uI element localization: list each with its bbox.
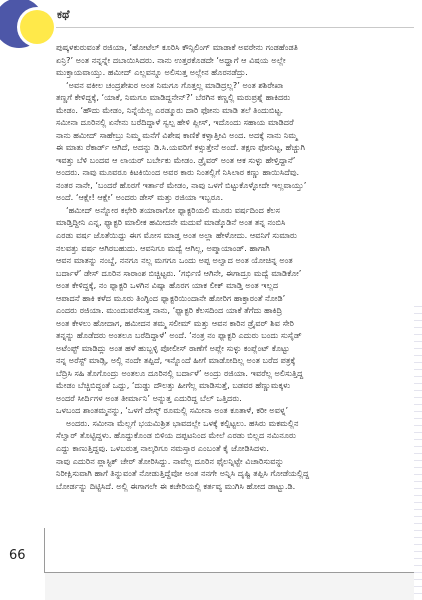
- body-text-line: ಆಪಾದನೆ ಹಾಕಿ ಕಳೆದ ಮೂರು ತಿಂಗ್ಳಿಂದ ಫ್ಯಾಕ್ಟರಿಯಿಂದಾನೇ ಹೋರಿಗ ಹಾಕ್ತಾರಂತೆ ನೋಡಿ’: [56, 292, 286, 303]
- body-text-line: ಸಮೀನಾ ದೂರಿನಲ್ಲಿ ಏನೇನು ಬರೆದಿದ್ದಾಳೆ ಸ್ವಲ್ಪ ಹೇಳಿ ಪ್ಲೀಸ್, ಇದೊಂದು ಸಹಾಯ ಮಾಡಿದರೆ: [56, 117, 294, 128]
- body-text-line: ಅಟೆಂಪ್ಟ್ ಮಾಡಿದ್ಲು ಅಂತ ಹಳೆ ಹುಬ್ಬಳ್ಳಿ ಪೋಲೀಸ್ ಠಾಣೆಗೆ ಅಪ್ಲೇ ಸುಳ್ಳು ಕಂಪ್ಲೆಂಟ್ ಕೊಟ್ಟು: [56, 342, 290, 353]
- section-tag: ಕಥೆ: [57, 8, 70, 21]
- body-text-line: ಅಂದೆ. ‘ಆಕ್ಷೇ! ಆಕ್ಷೇ’ ಅಂದರು ಡೇಸ್ ಮತ್ತು ರಜಿಯಾ ಇಬ್ಬರೂ.: [56, 192, 224, 203]
- body-text-line: ಅಂದರೆ ಸೀರ್ದಿಗಳ ಅಂತ ತೀರ್ಮಾನಿ’ ಅನ್ನುತ್ತ ಎದುರಿದ್ದ ಬೆಲ್ ಒತ್ತಿದರು.: [56, 392, 242, 403]
- body-text-line: ತನ್ನನ್ನು ಹೊಡೆದರು ಅಂತಲೂ ಬರೆದಿದ್ದಾಳೆ’ ಅಂದೆ. ‘ನಂತ್ರ ನಂ ಫ್ಯಾಕ್ಟರಿ ಎದುರು ಬಂದು ಸುಸೈಡ್: [56, 330, 302, 341]
- body-text-line: ಬೆದ್ರಿಸಿ ಸಹಿ ತೊಗೊಂದ್ರು ಅಂತಲೂ ದೂರಿನಲ್ಲಿ ಬರ್ದಾಳೆ’ ಅಂದ್ರು ರಜಿಯಾ. ಇವರೆಲ್ಲ ಅಲಿಸುತ್ತಿದ್ದ: [56, 367, 304, 378]
- body-text-line: ಎಂದರು ರಜಿಯಾ. ಮುಂದುವರೆಸುತ್ತ ನಾನು, ‘ಫ್ಯಾಕ್ಟರಿ ಕೆಲಸದಿಂದ ಯಾಕೆ ತೆಗೆದು ಹಾಕಿದ್ರಿ: [56, 305, 283, 316]
- body-text-line: ತಣ್ಣಗೆ ಕೇಳಿದ್ದಕ್ಕೆ, ‘ಯಾಕೆ, ನಿಮಗೂ ಮಾಡಿದ್ದನೇನ್?’ ಬೆರಗಿನ ಕಣ್ಣಲ್ಲಿ ಮರುಪ್ರಶ್ನೆ ಹಾಕಿದರು: [56, 92, 291, 103]
- body-text-line: ನಿರೀಕ್ಷಿಸುವಾಗಿ ಹಾಗೆ ತಿನ್ನುವಂತೆ ನೋಡುತ್ತಿದ್ದೆವೋ ಅಂತ ನನಗೇ ಅನ್ನಿಸಿ ದೃಷ್ಟಿ ತಪ್ಪಿಸಿ ಗೋಡೆಯಲ್ಲಿದ್ದ: [56, 468, 310, 479]
- header-rule: [56, 27, 414, 28]
- body-text-line: ಅಂತ ಕೇಳಿದ್ದಕ್ಕೆ, ನಂ ಫ್ಯಾಕ್ಟರಿ ಒಳಗಿನ ವಿಷ್ಯಾ ಹೊರಗ ಯಾಕ ಲೀಕ್ ಮಾಡ್ತಿ ಅಂತ ಇಲ್ಲದ: [56, 280, 279, 291]
- footer-band: [45, 573, 422, 600]
- body-text-line: ಅಂದರು. ನಾವು ಮೂವರೂ ಕಿಟಕಿಯಿಂದ ಅವರ ಕಾರು ನಿಂತಲ್ಲಿಗೆ ನಿಸಿಲಾರ ಕಣ್ಣು ಹಾಯಿಸಿದೆವು.: [56, 167, 300, 178]
- body-text-line: ಎರಡು ವರ್ಷ ಜೊತೆಯಿದ್ದು ಈಗ ಮೋಸ ಮಾಡ್ತ ಅಂತ ಅಲ್ಲಾ ಹೇಳೋದು. ಆವನಿಗೆ ಸುಮಾರು: [56, 229, 297, 240]
- body-text-line: ನಾವು ಎದುರಿನ ಪ್ಲಾಸ್ಟಿಕ್ ಚೇರ್ ತೋರಿಸಿದ್ದು. ನಾವೆಲ್ಲ ದೂರಿನ ಫೈಲನ್ನಿಟ್ಟೇ ವಿಚಾರಿಸುವನ್ನು: [56, 455, 284, 466]
- footer-vertical-rule: [44, 528, 45, 573]
- body-text-line: ಬೋರ್ಡನ್ನು ದಿಟ್ಟಿಸಿದೆ. ಅಲ್ಲಿ ಈಗಾಗಲೇ ಈ ಕಚೇರಿಯಲ್ಲಿ ಕರ್ತವ್ಯ ಮುಗಿಸಿ ಹೋದ ಡಾಟ್ಟ್ರು.ಡಿ.: [56, 480, 296, 491]
- body-text-line: ಸೆಲ್ವಾರ್ ತೊಟ್ಟಿದ್ದಳು. ಹೊದ್ದುಕೊಂಡ ಬಿಳಿಯ ದಪ್ಪಟನಿಂದ ಮೇಲೆ ಎರಡು ಬಿಲ್ಲದ ನಮಿನೂರು: [56, 430, 296, 441]
- body-text-line: ನನ್ನ ಅರೆಸ್ಟ್ ಮಾಡ್ಸಿ, ಅಲ್ಲಿ ನಂದೇ ತಪ್ಪಿದೆ, ಇನ್ನೊಂದೆ ಹೀಗೆ ಮಾಡೋದಿಲ್ಲ ಅಂತ ಬರೆದ ಪತ್ರಕ್ಕೆ: [56, 355, 296, 366]
- body-text-line: ನಾನು ಹಮೀದ್ ಸಾಹೇಬ್ರು ನಿಮ್ಮ ಮನೆಗೆ ವಿಶೇಷ ಕಾಣಿಕೆ ಕಳ್ಸಾತ್ತೀವಿ ಅಂದ. ಅದಕ್ಕೆ ನಾನು ನಿಮ್ಮ: [56, 129, 298, 140]
- body-text-line: ಏನ್ರಿ?’ ಅಂತ ನನ್ನನ್ನೇ ದಬಾಯಿಸಿದರು. ನಾನು ಉತ್ತರಕೊಡದೇ ‘ಅದ್ಹಾಗೆ ಆ ವಿಷಯ ಅಲ್ಲೇ: [56, 54, 286, 65]
- body-text-line: ನಂತರ ನಾನೇ, ‘ಬಂದರೆ ಹೊರಗೆ ಇರ್ತಾರೆ ಮೇಡಂ, ನಾವು ಒಳಗೆ ಬಿಟ್ಟುಕೊಳ್ಳೋದೇ ಇಲ್ಲವಾಯ್ತು’: [56, 179, 307, 190]
- body-text-line: ಎದ್ದು ಕಾಣುತ್ತಿದ್ದವು. ಒಳಬರುತ್ತ ನಾಲ್ಕರಿಗೂ ನಮಸ್ತಾರ ಎಂಬಂತೆ ಕೈ ಜೋಡಿಸಿದಳು.: [56, 443, 269, 453]
- body-text-line: ‘ಅವನ ವಕೀಲ ಚಂದ್ರಶೇಖರ ಅಂತ ನಿಮಗೂ ಗೊತ್ತಲ್ಲ ಮಾಡಿದ್ರಲ್ಲ?’ ಅಂತ ಶಶಿರೇಖಾ: [66, 79, 284, 90]
- body-text-line: ಮೇಡಂ ಬೆಚ್ಚಿಬಿದ್ದಂತೆ ಒದ್ದು, ‘ದುಡ್ಡು ದೌಲತ್ತು ಹೀಗೆಲ್ಲ ಮಾಡಿಸುತ್ತೆ, ಬಡವರ ಹೆಣ್ಣುಮಕ್ಕಳು: [56, 380, 291, 391]
- body-text-line: ಪುಷ್ಕಳಕುರುವಂತೆ ರಜಿಯಾ, ‘ಹೋಟೆಲ್ ಕೂರಿಸಿ ಕೌನ್ಸಿಲಿಂಗ್ ಮಾಡಾಕೆ ಅವರೇನು ಗಂಡಹೆಂಡತಿ: [56, 42, 299, 52]
- body-text-line: ಅಂದರು. ಸಮೀನಾ ಮೆಲ್ಲಗೆ ಭಯಮಿಶ್ರಿತ ಭಾವದಲ್ಲೇ ಒಳಕ್ಕೆ ಕಲ್ಪಿಟ್ಟಲು. ಹಸಿರು ಮಕಮಲ್ಲಿನ: [66, 417, 299, 428]
- body-text-line: ‘ಹಮೀದ್ ಅನ್ನೋರ ಕಛೇರಿ ತಯಾರಾಗೋ ಫ್ಯಾಕ್ಟರಿಯಲಿ ಮೂರು ವರ್ಷದಿಂದ ಕೆಲಸ: [66, 204, 280, 215]
- body-text-line: ಒಳಬಂದ ಶಾಂತಮ್ಮನನ್ನು, ‘ಒಳಗೆ ದೇಸ್ಕ್ ರೂಮಲ್ಲಿ ಸಮೀನಾ ಅಂತ ಕೂತಾಳೆ, ಕರೀ ಅವಳ್ನ’: [56, 405, 289, 416]
- corner-decoration-yellow-circle: [20, 10, 54, 44]
- body-text-line: ಮೇಡಂ. ‘ಹೌದು ಮೇಡಂ, ನಿನ್ನೆಯೆಲ್ಲ ಎರಡ್ಮೂರು ದಾರಿ ಫೋನು ಮಾಡಿ ತಲೆ ತಿಂದುಬಿಟ್ಟ.: [56, 104, 284, 115]
- article-body: [56, 42, 414, 567]
- body-text-line: ಇವತ್ತು ಬೆಳಿ ಬಂದವ ಆ ಲಾಯರ್ ಬರ್ಬೇಕು ಮೇಡಂ. ಡ್ರೈವರ್ ಅಂತ ಆಕ ಸುಳ್ಳು ಹೇಳ್ತಿದ್ದಾನೆ’: [56, 154, 296, 165]
- right-margin-pattern: [414, 300, 422, 600]
- body-text-line: ಅಂತ ಕೇಳಲು ಹೋದಾಗ, ಹಮೀದನ ತಮ್ಮ ಸಲೀಮ್ ಮತ್ತು ಆವನ ಕಾರಿನ ಡ್ರೈವರ್ ಶಿವ ಸೇರಿ: [56, 317, 294, 328]
- body-text-line: ಬರ್ದಾಳೆ’ ಡೇಸ್ ದೂರಿನ ಸಾರಾಂಶ ಬಿಚ್ಚಿಟ್ಟರು. ‘ಗರ್ಭಿಣಿ ಆಗಿನೇ, ಈಗಾದ್ರೂ ಮದ್ವೆ ಮಾಡಿಕೋ’: [56, 267, 302, 278]
- page-number: 66: [9, 548, 26, 563]
- body-text-line: ಮಾಡ್ತಿದ್ದೀನಿ ಎನ್ನ, ಫ್ಯಾಕ್ಟರಿ ಮಾಲೀಕ ಹಮೀದನೇ ಮದುವೆ ಮಾಡ್ಕೊಡಿನೆ ಅಂತ ತನ್ನ ನಂಬಿಸಿ: [56, 217, 286, 228]
- body-text-line: ಮುಕ್ತಾಯವಾಯ್ತು. ಹಮೀದ್ ಎಲ್ಲವನ್ನೂ ಅಲಿಸುತ್ತ ಅಲ್ಲೇನ ಹೊರನಡೆದ್ರು.: [56, 67, 248, 78]
- body-text-line: ಈ ಮಾತು ರೆಕಾರ್ಡ್ ಆಗಿದೆ, ಅದನ್ನು ಡಿ.ಸಿ.ಯವರಿಗೆ ಕಳ್ಸುತ್ತೇನೆ ಅಂದೆ. ತಕ್ಷಣ ಫೋನಿಟ್ಟ, ಹೆಚ್ಚುಗಿ: [56, 142, 305, 153]
- body-text-line: ಆವನ ಮಾತನ್ನು ನಂಬ್ದೆ, ನನಗೂ ನಲ್ಲ ಮಗಗೂ ಒಂದು ಅಪ್ಪ ಅಲ್ವಾದ ಅಂತ ಯೋಚಿನ್ನ ಅಂತ: [56, 255, 293, 266]
- body-text-line: ನಲವತ್ತು ವರ್ಷ ಆಗಿರಬಹುದು. ಆವನಿಗೂ ಮದ್ವೆ ಆಗಿಲ್ಲ, ಅಪ್ಮಾಯಾಂಡ್. ಹಾಗಾಗಿ: [56, 242, 270, 253]
